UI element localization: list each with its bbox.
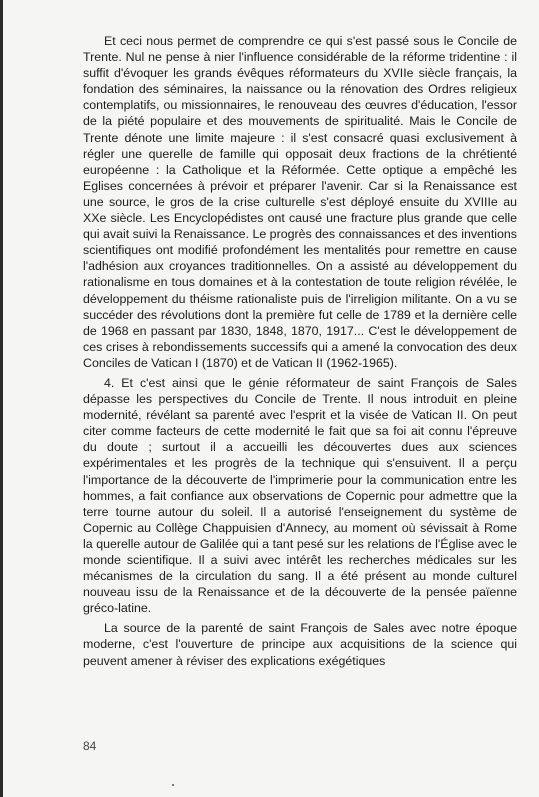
body-text xyxy=(83,33,517,669)
page-number: 84 xyxy=(83,739,97,753)
page-left-edge xyxy=(0,0,3,797)
paragraph-francois-de-sales: 4. Et c'est ainsi que le génie réformateur de saint François de Sales dépasse les perspectives du Concile de Trente. Il nous introduit en pleine modernité, révélant sa parenté avec l'esprit et la visée de Vatican II. On peut citer comme facteurs de cette modernité le fait que sa foi ait connu l'épreuve du doute ; surtout il a accueilli les découvertes dues aux sciences expérimentales et les progrès de la technique qui s'ensuivent. Il a perçu l'importance de la découverte de l'imprimerie pour la communication entre les hommes, a fait confiance aux observations de Copernic pour admettre que la terre tourne autour du soleil. Il a autorisé l'enseignement du système de Copernic au Collège Chappuisien d'Annecy, au moment où sévissait à Rome la querelle autour de Galilée qui a tant pesé sur les relations de l'Église avec le monde scientifique. Il a suivi avec intérêt les recherches médicales sur les mécanismes de la circulation du sang. Il a été présent au monde culturel nouveau issu de la Renaissance et de la découverte de la pensée païenne gréco-latine. xyxy=(83,375,517,616)
scan-speck xyxy=(172,784,174,786)
paragraph-parente: La source de la parenté de saint François de Sales avec notre époque moderne, c'est l'ouverture de principe aux acquisitions de la science qui peuvent amener à réviser des explications exégétiques xyxy=(83,621,517,668)
paragraph-trente: Et ceci nous permet de comprendre ce qui s'est passé sous le Concile de Trente. Nul ne pense à nier l'influence considérable de la réforme tridentine : il suffit d'évoquer les grands évêques réformateurs du XVIIe siècle français, la fondation des séminaires, la naissance ou la rénovation des Ordres religieux contemplatifs, ou missionnaires, le renouveau des œuvres d'éducation, l'essor de la piété populaire et des mouvements de spiritualité. Mais le Concile de Trente dénote une limite majeure : il s'est consacré quasi exclusivement à régler une querelle de famille qui opposait deux fractions de la chrétienté européenne : la Catholique et la Réformée. Cette optique a empêché les Eglises concernées à prévoir et préparer l'avenir. Car si la Renaissance est une source, le gros de la crise culturelle s'est déployé ensuite du XVIIIe au XXe siècle. Les Encyclopédistes ont causé une fracture plus grande que celle qui avait suivi la Renaissance. Le progrès des connaissances et des inventions scientifiques ont modifié profondément les mentalités pour remettre en cause l'adhésion aux croyances traditionnelles. On a assisté au développement du rationalisme en tous domaines et à la contestation de toute religion révélée, le développement du théisme rationaliste puis de l'irreligion militante. On a vu se succéder des révolutions dont la première fut celle de 1789 et la dernière celle de 1968 en passant par 1830, 1848, 1870, 1917... C'est le développement de ces crises à rebondissements successifs qui a amené la convocation des deux Conciles de Vatican I (1870) et de Vatican II (1962-1965). xyxy=(83,34,517,370)
